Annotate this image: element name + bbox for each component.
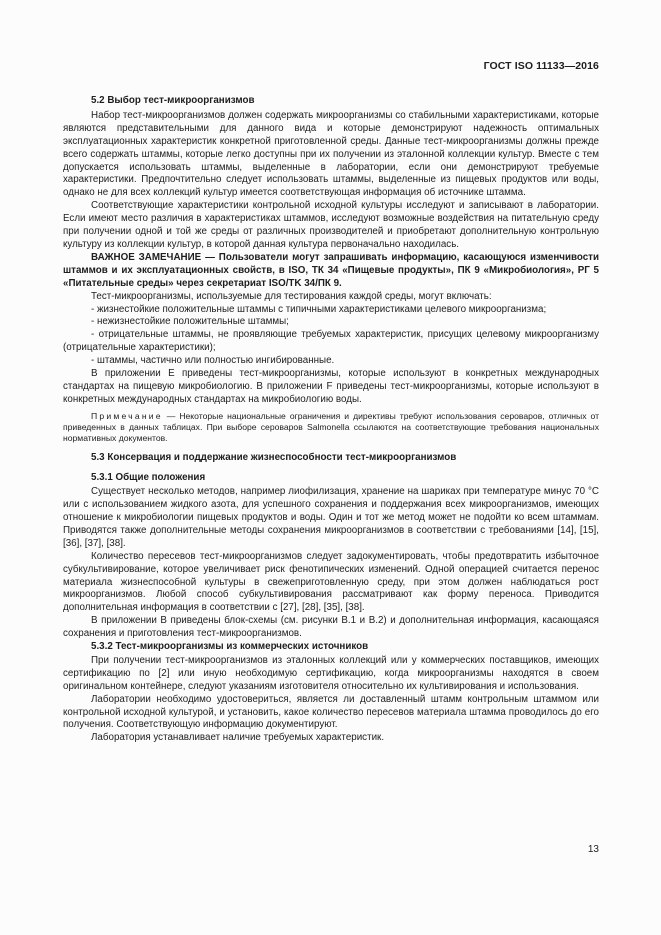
document-id-header: ГОСТ ISO 11133—2016 — [483, 60, 599, 72]
subsection-heading-5-3-2: 5.3.2 Тест-микроорганизмы из коммерческих источников — [91, 641, 369, 653]
page-number: 13 — [587, 844, 599, 855]
note-text: — Некоторые национальные ограничения и директивы требуют использования сероваров, отличных от приведенных в данных таблицах. При выборе сероваров Salmonella ссылаются на соответствующие требования национальных нормативных документов. — [63, 410, 599, 444]
paragraph: Существует несколько методов, например лиофилизация, хранение на шариках при температуре минус 70 °С или с использованием жидкого азота, для успешного сохранения и поддержания всех микроорганизмов, имеющих отношение к микробиологии пищевых продуктов и воды. Один и тот же метод может не подойти ко всем штаммам. Приводятся также дополнительные методы сохранения микроорганизмов в соответствии с требованиями [14], [15], [36], [37], [38]. — [63, 486, 599, 549]
paragraph: Количество пересевов тест-микроорганизмов следует задокументировать, чтобы предотвратить избыточное субкультивирование, которое увеличивает риск фенотипических изменений. Одной операцией считается перенос материала жизнеспособной культуры в свежеприготовленную среду, при этом должен наблюдаться рост микроорганизмов. Любой способ субкультивирования рассматривают как форму переноса. Приводится дополнительная информация в соответствии с [27], [28], [35], [38]. — [63, 550, 599, 614]
paragraph: Набор тест-микроорганизмов должен содержать микроорганизмы со стабильными характеристиками, которые являются представительными для данного вида и которые демонстрируют надежность оптимальных эксплуатационных характеристик конкретной приготовленной среды. Данные тест-микроорганизмы должны прежде всего содержать штаммы, которые легко доступны при их получении из эталонной коллекции культур. Вместе с тем допускается использовать штаммы, выделенные в лаборатории, если они демонстрируют требуемые характеристики. Предпочтительно следует использовать штаммы, выделенные из пищевых продуктов или воды, однако не для всех коллекций культур имеется соответствующая информация об источнике штамма. — [63, 109, 599, 199]
paragraph: При получении тест-микроорганизмов из эталонных коллекций или у коммерческих поставщиков, имеющих сертификацию по [2] или иную необходимую сертификацию, когда микроорганизмы находятся в своем оригинальном контейнере, следуют указаниям изготовителя относительно их культивирования и использования. — [63, 654, 599, 692]
subsection-heading-5-3-1: 5.3.1 Общие положения — [91, 472, 206, 484]
paragraph: Соответствующие характеристики контрольной исходной культуры исследуют и записывают в лаборатории. Если имеют место различия в характеристиках штаммов, исследуют возможные воздействия на питательную среду при получении одной и той же среды от различных производителей и приобретают дополнительную контрольную культуру из коллекции культур, в которой данная культура первоначально находилась. — [63, 200, 599, 250]
note — [63, 411, 599, 445]
list-item: - жизнестойкие положительные штаммы с типичными характеристиками целевого микроорганизма; — [91, 303, 547, 315]
list-item: - штаммы, частично или полностью ингибированные. — [91, 355, 335, 367]
note-label: Примечание — [91, 410, 163, 421]
page-content — [63, 95, 599, 745]
section-heading-5-2: 5.2 Выбор тест-микроорганизмов — [91, 95, 255, 106]
section-heading-5-3: 5.3 Консервация и поддержание жизнеспособности тест-микроорганизмов — [91, 452, 457, 464]
paragraph: Лаборатория устанавливает наличие требуемых характеристик. — [91, 732, 385, 744]
paragraph: Тест-микроорганизмы, используемые для тестирования каждой среды, могут включать: — [91, 290, 492, 302]
list-item: - отрицательные штаммы, не проявляющие требуемых характеристик, присущих целевому микроорганизму (отрицательные характеристики); — [63, 329, 599, 354]
paragraph: В приложении В приведены блок-схемы (см. рисунки В.1 и В.2) и дополнительная информация, касающаяся сохранения и приготовления тест-микроорганизмов. — [63, 615, 599, 640]
important-note: ВАЖНОЕ ЗАМЕЧАНИЕ — Пользователи могут запрашивать информацию, касающуюся изменчивости штаммов и их эксплуатационных свойств, в ISO, ТК 34 «Пищевые продукты», ПК 9 «Микробиология», РГ 5 «Питательные среды» через секретариат ISO/TK 34/ПК 9. — [63, 251, 599, 289]
paragraph: Лаборатории необходимо удостовериться, является ли доставленный штамм контрольным штаммом или контрольной исходной культурой, и установить, какое количество пересевов материала штамма проводилось до его получения. Соответствующую информацию документируют. — [63, 693, 599, 731]
paragraph: В приложении Е приведены тест-микроорганизмы, которые используют в конкретных международных стандартах на пищевую микробиологию. В приложении F приведены тест-микроорганизмы, которые используют в конкретных международных стандартах на микробиологию воды. — [63, 368, 599, 405]
list-item: - нежизнестойкие положительные штаммы; — [91, 316, 289, 328]
